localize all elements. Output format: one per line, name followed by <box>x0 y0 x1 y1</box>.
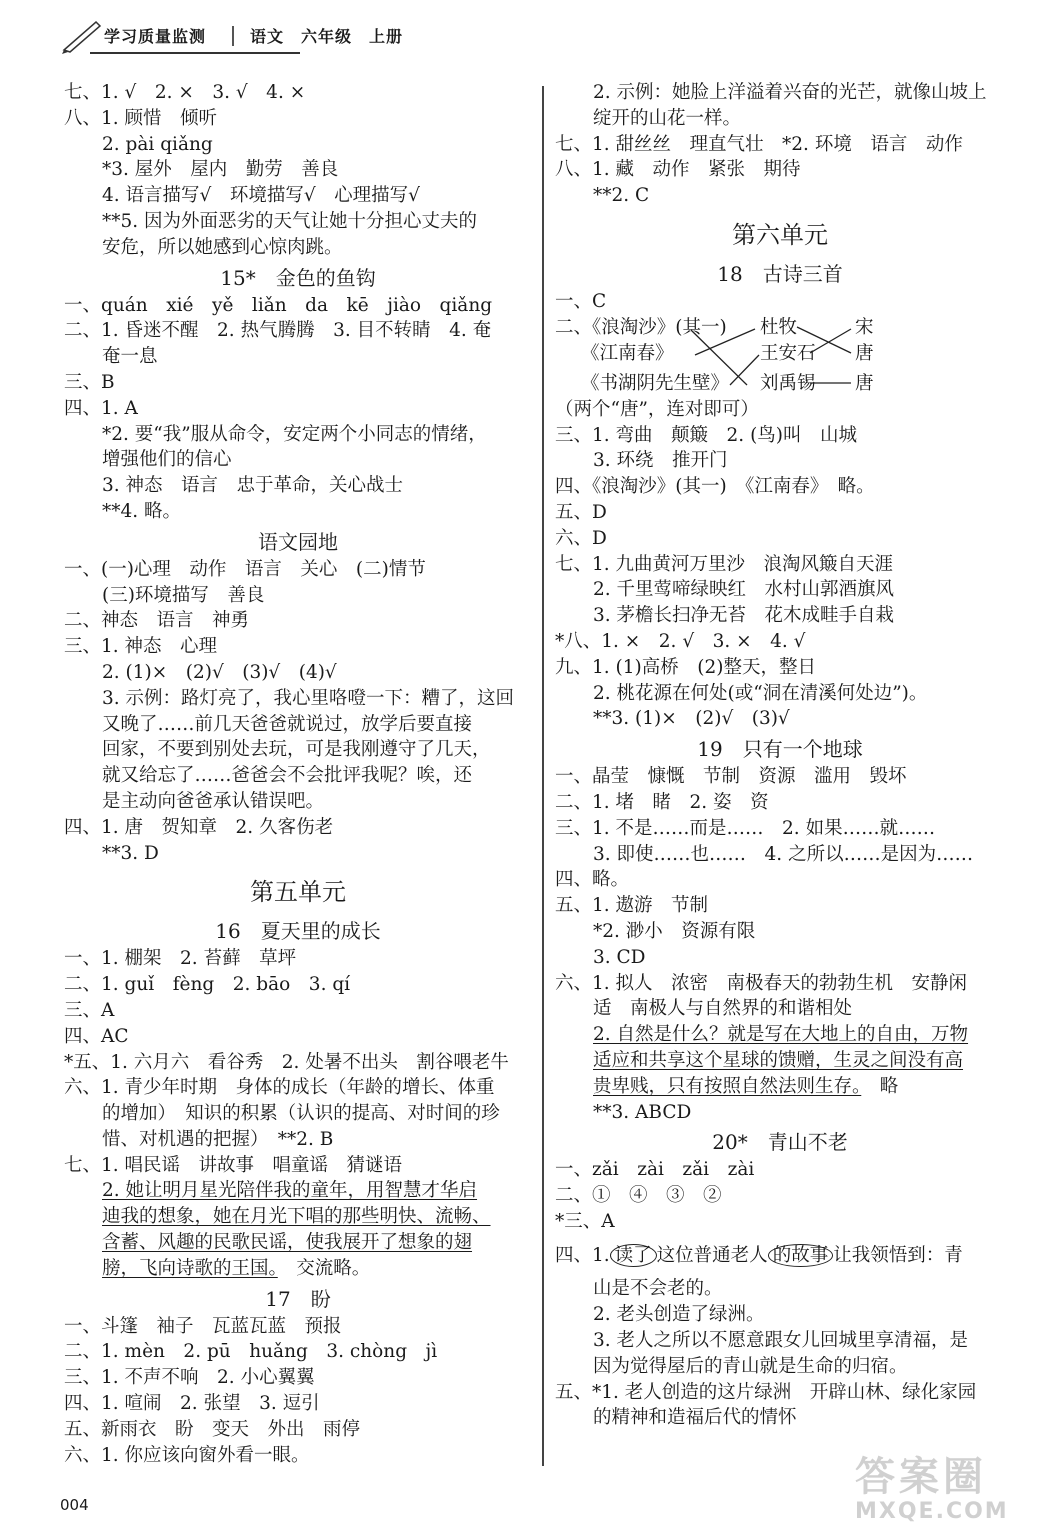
answer-line: 五、新雨衣 盼 变天 外出 雨停 <box>64 1418 361 1440</box>
answer-line: 2. 千里莺啼绿映红 水村山郭酒旗风 <box>593 579 895 601</box>
answer-line: 2. pài qiǎng <box>102 133 213 155</box>
answer-line: 三、1. 神态 心理 <box>64 636 218 658</box>
pen-icon <box>60 18 104 54</box>
underlined-answer: 2. 她让明月星光陪伴我的童年，用智慧才华启 <box>102 1180 478 1202</box>
answer-line: 九、1. (1)高桥 (2)整天，整日 <box>555 656 816 678</box>
answer-line: **5. 因为外面恶劣的天气让她十分担心丈夫的 <box>102 210 478 232</box>
answer-line: *三、A <box>555 1210 615 1232</box>
answer-line: 一、(一)心理 动作 语言 关心 (二)情节 <box>64 558 426 580</box>
answer-line: 2. 老头创造了绿洲。 <box>593 1304 765 1326</box>
dynasty-name: 宋 <box>855 316 874 338</box>
answer-line: 2. (1)× (2)√ (3)√ (4)√ <box>102 661 337 683</box>
match-line <box>797 327 851 353</box>
underlined-answer: 膀，飞向诗歌的王国。 <box>102 1257 278 1279</box>
answer-line: *2. 渺小 资源有限 <box>593 920 756 942</box>
answer-line: **3. (1)× (2)√ (3)√ <box>593 708 790 730</box>
answer-line: 是主动向爸爸承认错误吧。 <box>102 790 325 812</box>
answer-line: *八、1. × 2. √ 3. × 4. √ <box>555 630 806 652</box>
answer-line: 四、AC <box>64 1025 129 1047</box>
answer-line: 七、1. 唱民谣 讲故事 唱童谣 猜谜语 <box>64 1154 403 1176</box>
answer-line: 适 南极人与自然界的和谐相处 <box>593 998 853 1020</box>
answer-line: 二、1. 堵 睹 2. 姿 资 <box>555 791 769 813</box>
answer-line: 四、1. 唐 贺知章 2. 久客伤老 <box>64 816 334 838</box>
answer-line: 3. 环绕 推开门 <box>593 450 728 472</box>
underlined-answer: 贵卑贱，只有按照自然法则生存。 <box>593 1075 862 1097</box>
lesson-title: 15* 金色的鱼钩 <box>220 265 376 290</box>
poem-title: 《江南春》 <box>581 342 674 364</box>
header-underline <box>90 52 300 54</box>
answer-line: 2. 桃花源在何处(或“洞在清溪何处边”)。 <box>593 682 928 704</box>
answer-line: *3. 屋外 屋内 勤劳 善良 <box>102 159 339 181</box>
answer-line: 六、1. 拟人 浓密 南极春天的勃勃生机 安静闲 <box>555 972 968 994</box>
dynasty-name: 唐 <box>855 342 874 364</box>
answer-line: 3. 茅檐长扫净无苔 花木成畦手自栽 <box>593 605 895 627</box>
underlined-answer: 含蓄、风趣的民歌民谣，使我展开了想象的翅 <box>102 1232 473 1254</box>
answer-line: 五、1. 遨游 节制 <box>555 895 709 917</box>
answer-line: 一、斗篷 袖子 瓦蓝瓦蓝 预报 <box>64 1315 342 1337</box>
answer-line: **3. D <box>102 842 159 864</box>
answer-line: 七、1. 九曲黄河万里沙 浪淘风簸自天涯 <box>555 553 894 575</box>
circled-word: 的故事 <box>768 1244 834 1267</box>
answer-line: 七、1. 甜丝丝 理直气壮 *2. 环境 语言 动作 <box>555 133 963 155</box>
answer-line: (三)环境描写 善良 <box>102 584 265 606</box>
right-column <box>555 80 1005 1431</box>
answer-line: （两个“唐”，连对即可） <box>555 398 759 420</box>
column-divider <box>542 86 544 1466</box>
lesson-title: 20* 青山不老 <box>712 1130 848 1155</box>
underlined-answer: 适应和共享这个星球的馈赠，生灵之间没有高 <box>593 1049 964 1071</box>
poet-name: 刘禹锡 <box>760 372 816 394</box>
answer-line: 绽开的山花一样。 <box>593 107 742 129</box>
answer-line: 二、1. guǐ fèng 2. bāo 3. qí <box>64 974 351 996</box>
answer-line: 七、1. √ 2. × 3. √ 4. × <box>64 82 306 103</box>
answer-text: 让我领悟到：青 <box>833 1244 963 1266</box>
answer-line: 就又给忘了……爸爸会不会批评我呢？唉，还 <box>102 765 473 787</box>
header-divider <box>232 26 234 46</box>
answer-line: *2. 要“我”服从命令，安定两个小同志的情绪， <box>102 423 487 445</box>
answer-line: **2. C <box>593 185 650 207</box>
answer-line: 五、*1. 老人创造的这片绿洲 开辟山林、绿化家园 <box>555 1381 977 1403</box>
answer-line: 3. CD <box>593 946 646 968</box>
answer-line: 四、1. 喧闹 2. 张望 3. 逗引 <box>64 1393 320 1415</box>
underlined-answer: 2. 自然是什么？就是写在大地上的自由，万物 <box>593 1024 969 1046</box>
answer-line: 四、1. A <box>64 397 138 419</box>
answer-line: 一、晶莹 慷慨 节制 资源 滥用 毁坏 <box>555 766 907 788</box>
watermark-logo: 答案圈 <box>855 1454 987 1500</box>
answer-line: 回家，不要到别处去玩，可是我刚遵守了几天， <box>102 739 491 761</box>
answer-line: 3. 老人之所以不愿意跟女儿回城里享清福，是 <box>593 1330 969 1352</box>
poet-name: 王安石 <box>760 342 816 364</box>
answer-note: 交流略。 <box>296 1257 371 1279</box>
underlined-answer: 迪我的想象，她在月光下唱的那些明快、流畅、 <box>102 1206 491 1228</box>
subject-grade: 语文 六年级 上册 <box>250 27 404 46</box>
poem-title: 《书湖阴先生壁》 <box>581 372 730 394</box>
answer-line: 六、D <box>555 527 607 549</box>
answer-line: 三、A <box>64 999 115 1021</box>
answer-line: 2. 示例：她脸上洋溢着兴奋的光芒，就像山坡上 <box>593 82 987 103</box>
match-line <box>730 355 759 385</box>
answer-line: 三、1. 弯曲 颠簸 2. (鸟)叫 山城 <box>555 424 857 446</box>
circled-word: 读了 <box>610 1244 657 1267</box>
answer-line: 一、C <box>555 290 607 312</box>
answer-line: 因为觉得屋后的青山就是生命的归宿。 <box>593 1355 908 1377</box>
unit-title: 第五单元 <box>250 878 346 907</box>
answer-line: **4. 略。 <box>102 500 182 522</box>
question-number: 四、1. <box>555 1244 610 1266</box>
answer-text: 这位普通老人 <box>656 1244 768 1266</box>
answer-line: 奄一息 <box>102 346 158 368</box>
answer-line: 四、《浪淘沙》(其一) 《江南春》 略。 <box>555 476 875 498</box>
unit-title: 第六单元 <box>732 220 828 249</box>
answer-line: 二、1. mèn 2. pū huǎng 3. chòng jì <box>64 1341 438 1363</box>
lesson-title: 17 盼 <box>265 1286 331 1311</box>
answer-line: 又晚了……前几天爸爸就说过，放学后要直接 <box>102 713 473 735</box>
answer-line: 安危，所以她感到心惊肉跳。 <box>102 236 343 258</box>
answer-line: 四、略。 <box>555 869 630 891</box>
book-title: 学习质量监测 <box>104 27 207 46</box>
answer-line: 二、1. 昏迷不醒 2. 热气腾腾 3. 目不转睛 4. 奄 <box>64 320 492 342</box>
answer-line: 三、1. 不声不响 2. 小心翼翼 <box>64 1367 315 1389</box>
matching-lines <box>555 315 885 397</box>
answer-line: 4. 语言描写√ 环境描写√ 心理描写√ <box>102 185 420 207</box>
watermark-url: MXQE.COM <box>855 1499 1009 1524</box>
answer-line: 3. 即使……也…… 4. 之所以……是因为…… <box>593 843 974 865</box>
watermark <box>855 1455 1045 1530</box>
answer-line <box>555 1243 1005 1269</box>
poem-title: 二、《浪淘沙》(其一) <box>555 316 727 338</box>
answer-line: **3. ABCD <box>593 1101 692 1123</box>
answer-note: 略 <box>879 1075 899 1097</box>
answer-line: 增强他们的信心 <box>102 449 232 471</box>
answer-line: 八、1. 藏 动作 紧张 期待 <box>555 159 801 181</box>
answer-line: 三、1. 不是……而是…… 2. 如果……就…… <box>555 817 936 839</box>
poem-matching-diagram <box>555 315 1005 397</box>
answer-line: 二、① ④ ③ ② <box>555 1185 722 1207</box>
answer-line: 二、神态 语言 神勇 <box>64 610 250 632</box>
answer-line: 八、1. 顾惜 倾听 <box>64 107 218 129</box>
poet-name: 杜牧 <box>760 316 798 338</box>
answer-line: 3. 示例：路灯亮了，我心里咯噔一下：糟了，这回 <box>102 687 515 709</box>
page-header <box>60 18 480 54</box>
answer-line: *五、1. 六月六 看谷秀 2. 处暑不出头 割谷喂老牛 <box>64 1051 509 1073</box>
answer-line: 惜、对机遇的把握） **2. B <box>102 1128 334 1150</box>
lesson-title: 19 只有一个地球 <box>697 737 863 762</box>
answer-line: 一、quán xié yě liǎn da kē jiào qiǎng <box>64 294 493 316</box>
page-number: 004 <box>60 1496 89 1514</box>
lesson-title: 16 夏天里的成长 <box>215 919 381 944</box>
answer-line: 3. 神态 语言 忠于革命，关心战士 <box>102 475 404 497</box>
dynasty-name: 唐 <box>855 372 874 394</box>
answer-line: 三、B <box>64 371 115 393</box>
answer-line: 六、1. 你应该向窗外看一眼。 <box>64 1444 310 1466</box>
answer-line: 六、1. 青少年时期 身体的成长（年龄的增长、体重 <box>64 1077 495 1099</box>
answer-line: 山是不会老的。 <box>593 1278 723 1300</box>
answer-line: 的精神和造福后代的情怀 <box>593 1407 797 1429</box>
section-title: 语文园地 <box>258 529 338 554</box>
lesson-title: 18 古诗三首 <box>717 261 843 286</box>
answer-line: 一、zǎi zài zǎi zài <box>555 1159 755 1181</box>
left-column <box>64 80 532 1468</box>
answer-line: 五、D <box>555 501 607 523</box>
answer-line: 一、1. 棚架 2. 苔藓 草坪 <box>64 948 297 970</box>
answer-line: 的增加） 知识的积累（认识的提高、对时间的珍 <box>102 1103 500 1125</box>
